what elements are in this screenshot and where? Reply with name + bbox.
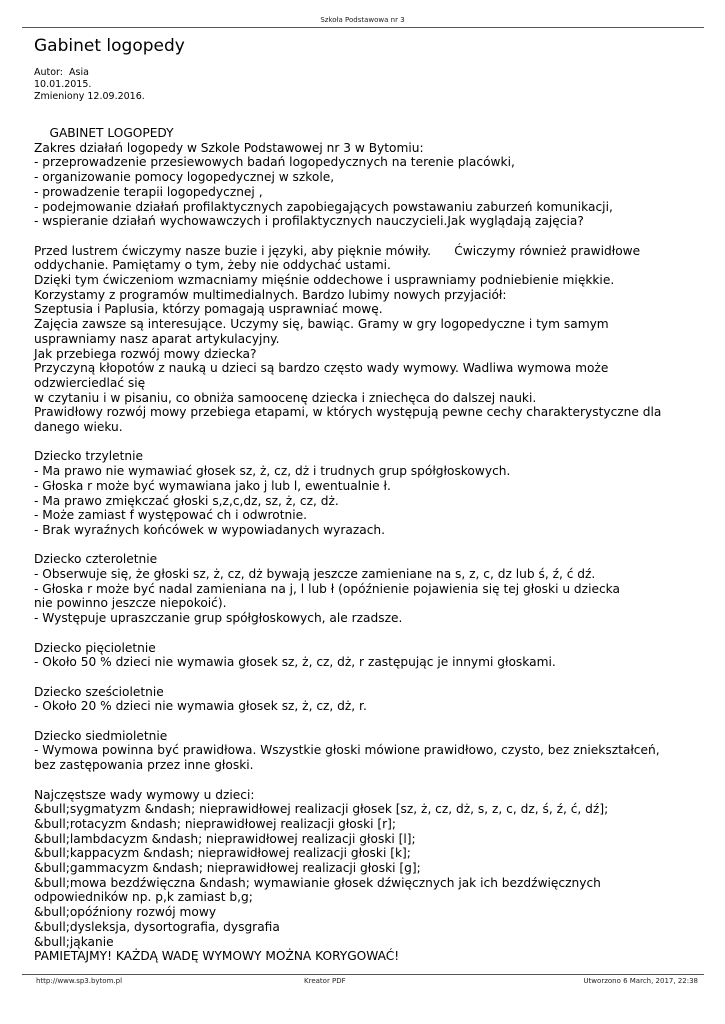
body-line: Zajęcia zawsze są interesujące. Uczymy się, bawiąc. Gramy w gry logopedyczne i tym samym (34, 317, 609, 332)
body-line: &bull;sygmatyzm &ndash; nieprawidłowej realizacji głosek [sz, ż, cz, dż, s, z, c, dz, ś, ź, ć, dź]; (34, 802, 609, 817)
body-line: Dziecko sześcioletnie (34, 684, 164, 699)
body-line: Przed lustrem ćwiczymy nasze buzie i języki, aby pięknie mówiły. Ćwiczymy również prawidłowe (34, 243, 641, 258)
body-line: - Brak wyraźnych końcówek w wypowiadanych wyrazach. (34, 522, 385, 537)
body-line: &bull;gammacyzm &ndash; nieprawidłowej realizacji głoski [g]; (34, 861, 421, 876)
body-line: &bull;opóźniony rozwój mowy (34, 905, 217, 920)
footer-created: Utworzono 6 March, 2017, 22:38 (583, 977, 698, 985)
body-line: - wspieranie działań wychowawczych i profilaktycznych nauczycieli.Jak wyglądają zajęcia? (34, 214, 584, 229)
header-site-title: Szkoła Podstawowa nr 3 (320, 16, 405, 24)
page-title: Gabinet logopedy (34, 36, 185, 56)
blank-line (34, 714, 684, 729)
footer-url: http://www.sp3.bytom.pl (36, 977, 123, 985)
blank-line (34, 229, 684, 244)
body-line: Prawidłowy rozwój mowy przebiega etapami, w których występują pewne cechy charakterystyczne dla (34, 405, 662, 420)
body-line: - organizowanie pomocy logopedycznej w szkole, (34, 170, 335, 185)
body-line: w czytaniu i w pisaniu, co obniża samoocenę dziecka i zniechęca do dalszej nauki. (34, 390, 537, 405)
body-line: Szeptusia i Paplusia, którzy pomagają usprawniać mowę. (34, 302, 383, 317)
created-date: 10.01.2015. (34, 79, 92, 90)
blank-line (34, 538, 684, 553)
body-line: Dziecko pięcioletnie (34, 640, 156, 655)
article-meta (34, 67, 145, 103)
blank-line (34, 435, 684, 450)
body-line: Dziecko siedmioletnie (34, 728, 168, 743)
blank-line (34, 670, 684, 685)
footer-generator: Kreator PDF (304, 977, 346, 985)
body-line: &bull;mowa bezdźwięczna &ndash; wymawianie głosek dźwięcznych jak ich bezdźwięcznych (34, 875, 601, 890)
body-line: - podejmowanie działań profilaktycznych zapobiegających powstawaniu zaburzeń komunikacji, (34, 199, 613, 214)
body-line: Korzystamy z programów multimedialnych. Bardzo lubimy nowych przyjaciół: (34, 287, 507, 302)
body-line: nie powinno jeszcze niepokoić). (34, 596, 227, 611)
body-line: PAMIETAJMY! KAŻDĄ WADĘ WYMOWY MOŻNA KORYGOWAĆ! (34, 949, 400, 964)
body-line: &bull;rotacyzm &ndash; nieprawidłowej realizacji głoski [r]; (34, 816, 397, 831)
body-line: - Głoska r może być nadal zamieniana na j, l lub ł (opóźnienie pojawienia się tej głoski u dziecka (34, 581, 620, 596)
body-line: &bull;dysleksja, dysortografia, dysgrafia (34, 919, 280, 934)
body-line: - Około 50 % dzieci nie wymawia głosek sz, ż, cz, dż, r zastępując je innymi głoskami. (34, 655, 556, 670)
body-line: - Około 20 % dzieci nie wymawia głosek sz, ż, cz, dż, r. (34, 699, 367, 714)
body-line: bez zastępowania przez inne głoski. (34, 758, 254, 773)
body-line: Dziecko trzyletnie (34, 449, 143, 464)
header-rule (22, 27, 704, 28)
author-line: Autor: Asia (34, 67, 89, 78)
body-line: Jak przebiega rozwój mowy dziecka? (34, 346, 257, 361)
body-line: - Może zamiast f występować ch i odwrotnie. (34, 508, 307, 523)
body-line: - Występuje upraszczanie grup spółgłoskowych, ale rzadsze. (34, 611, 403, 626)
body-line: odpowiedników np. p,k zamiast b,g; (34, 890, 253, 905)
body-line: oddychanie. Pamiętamy o tym, żeby nie oddychać ustami. (34, 258, 391, 273)
body-line: - Obserwuje się, że głoski sz, ż, cz, dż bywają jeszcze zamieniane na s, z, c, dz lub ś, ź, ć dź. (34, 567, 596, 582)
body-line: &bull;lambdacyzm &ndash; nieprawidłowej realizacji głoski [l]; (34, 831, 416, 846)
blank-line (34, 773, 684, 788)
body-line: &bull;jąkanie (34, 934, 114, 949)
body-line: Przyczyną kłopotów z nauką u dzieci są bardzo często wady wymowy. Wadliwa wymowa może (34, 361, 609, 376)
modified-date: Zmieniony 12.09.2016. (34, 91, 145, 102)
body-line: Najczęstsze wady wymowy u dzieci: (34, 787, 255, 802)
footer-rule (22, 974, 704, 975)
body-line: - Wymowa powinna być prawidłowa. Wszystkie głoski mówione prawidłowo, czysto, bez zniekształceń, (34, 743, 660, 758)
body-line: &bull;kappacyzm &ndash; nieprawidłowej realizacji głoski [k]; (34, 846, 411, 861)
body-line: - prowadzenie terapii logopedycznej , (34, 184, 263, 199)
body-line: odzwierciedlać się (34, 375, 146, 390)
body-line: usprawniamy nasz aparat artykulacyjny. (34, 331, 280, 346)
body-line: - Ma prawo zmiękczać głoski s,z,c,dz, sz, ż, cz, dż. (34, 493, 339, 508)
body-line: - Ma prawo nie wymawiać głosek sz, ż, cz, dż i trudnych grup spółgłoskowych. (34, 464, 511, 479)
blank-line (34, 626, 684, 641)
body-line: danego wieku. (34, 420, 123, 435)
article-body (34, 126, 684, 964)
footer (36, 977, 698, 987)
body-line: Dzięki tym ćwiczeniom wzmacniamy mięśnie oddechowe i usprawniamy podniebienie miękkie. (34, 273, 615, 288)
body-line: - przeprowadzenie przesiewowych badań logopedycznych na terenie placówki, (34, 155, 515, 170)
body-line: - Głoska r może być wymawiana jako j lub l, ewentualnie ł. (34, 478, 391, 493)
body-line: Zakres działań logopedy w Szkole Podstawowej nr 3 w Bytomiu: (34, 140, 424, 155)
body-line: GABINET LOGOPEDY (34, 126, 174, 140)
body-line: Dziecko czteroletnie (34, 552, 158, 567)
